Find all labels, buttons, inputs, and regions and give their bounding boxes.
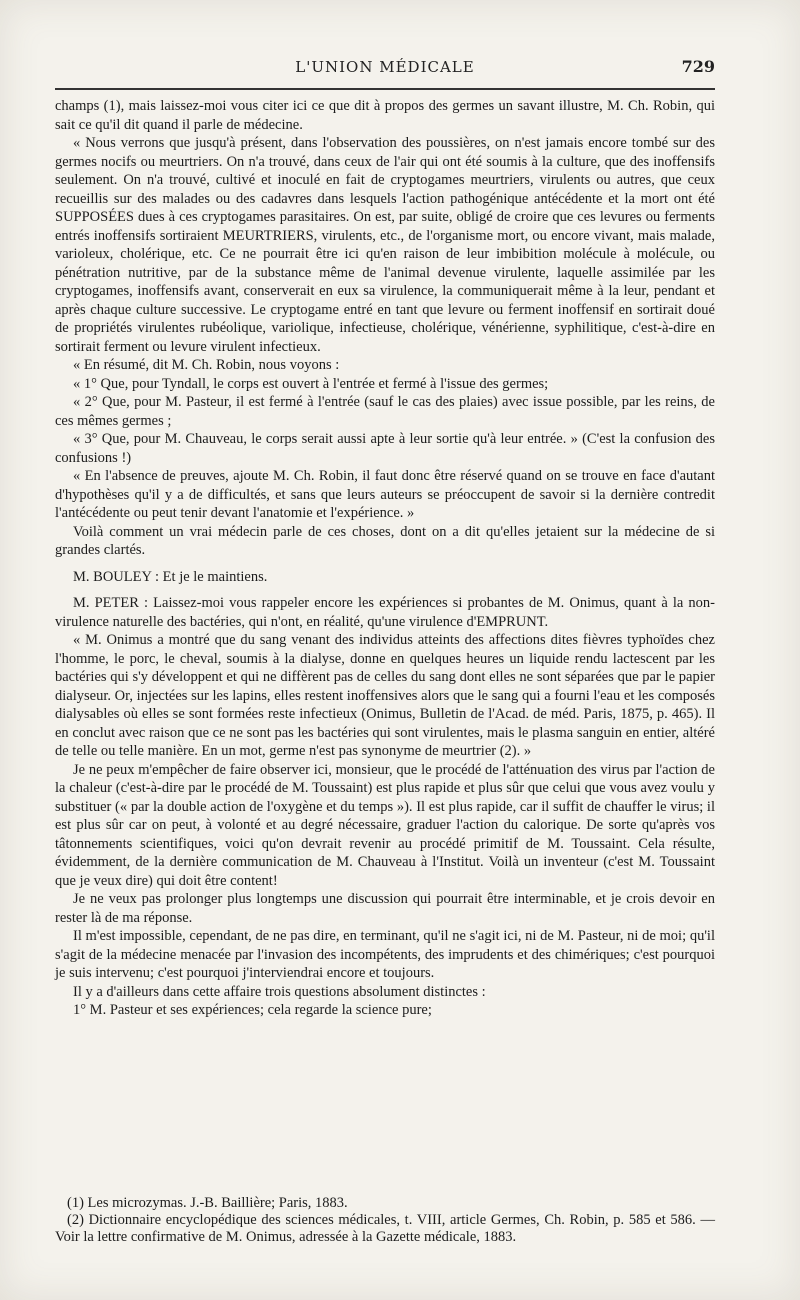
paragraph: Il m'est impossible, cependant, de ne pas dire, en terminant, qu'il ne s'agit ici, ni de M. Pasteur, ni de moi; qu'il s'agit de la médecine menacée par l'invasion des incompétents, des imprudents et des chimériques; c'est pourquoi je suis intervenu; c'est pourquoi j'interviendrai encore et toujours. [55,928,715,981]
page-number: 729 [681,57,715,76]
paragraph: Voilà comment un vrai médecin parle de ces choses, dont on a dit qu'elles jetaient sur la médecine de si grandes clartés. [55,523,715,558]
paragraph: « 1° Que, pour Tyndall, le corps est ouvert à l'entrée et fermé à l'issue des germes; [73,375,549,392]
page-header [55,58,715,84]
running-title: L'UNION MÉDICALE [295,58,475,76]
paragraph: 1° M. Pasteur et ses expériences; cela regarde la science pure; [73,1002,432,1018]
paragraph: « 3° Que, pour M. Chauveau, le corps serait aussi apte à leur sortie qu'à leur entrée. » (C'est la confusion des confusions !) [55,431,715,466]
body-text [55,97,715,1020]
paragraph: « En résumé, dit M. Ch. Robin, nous voyons : [73,357,340,373]
paragraph: Je ne peux m'empêcher de faire observer ici, monsieur, que le procédé de l'atténuation des virus par l'action de la chaleur (c'est-à-dire par le procédé de M. Toussaint) est plus rapide et plus sûr que celui que vous avez voulu y substituer (« par la double action de l'oxygène et du temps »). Il est plus rapide, car il suffit de chauffer le virus; il est plus sûr car on peut, à volonté et au degré nécessaire, graduer l'action du calorique. De sorte qu'après vos tâtonnements scientifiques, voici qu'on devrait revenir au procédé primitif de M. Toussaint. Cela résulte, évidemment, de la dernière communication de M. Chauveau à l'Institut. Voilà un inventeur (c'est M. Toussaint que je veux dire) qui doit être content! [55,761,715,889]
paragraph: « 2° Que, pour M. Pasteur, il est fermé à l'entrée (sauf le cas des plaies) avec issue possible, par les reins, de ces mêmes germes ; [55,394,715,429]
footnotes [55,1195,715,1246]
paragraph: Il y a d'ailleurs dans cette affaire trois questions absolument distinctes : [73,983,486,1000]
paragraph: Je ne veux pas prolonger plus longtemps une discussion qui pourrait être interminable, et je crois devoir en rester là de ma réponse. [55,891,715,926]
paragraph: « M. Onimus a montré que du sang venant des individus atteints des affections dites fièvres typhoïdes chez l'homme, le porc, le cheval, soumis à la dialyse, donne en quelques heures un liquide rendu lactescent par les bactéries qui s'y développent et qui ne diffèrent pas de celles du sang dont elles ne sont séparées que par le papier dialyseur. Or, injectées sur les lapins, elles restent inoffensives alors que le sang qui a fourni l'eau et les composés dialysables où elles se sont formées reste infectieux (Onimus, Bulletin de l'Acad. de méd. Paris, 1875, p. 465). Il en conclut avec raison que ce ne sont pas les bactéries qui sont virulentes, mais le plasma sanguin en entier, altéré de telle ou telle manière. En un mot, germe n'est pas synonyme de meurtrier (2). » [55,632,715,759]
paragraph: « En l'absence de preuves, ajoute M. Ch. Robin, il faut donc être réservé quand on se trouve en face d'autant d'hypothèses qu'il y a de difficultés, et sans que leurs auteurs se préoccupent de savoir si la dernière contredit l'antécédente ou peut tenir devant l'anatomie et l'expérience. » [55,468,715,521]
paragraph: « Nous verrons que jusqu'à présent, dans l'observation des poussières, on n'est jamais encore tombé sur des germes nocifs ou meurtriers. On n'a trouvé, dans ceux de l'air qui ont été soumis à la culture, que des inoffensifs seulement. On n'a trouvé, cultivé et inoculé en fait de cryptogames meurtriers, virulents ou autres, que ceux recueillis sur des malades ou des cadavres dans lesquels l'action pathogénique antécédente et la mort ont été SUPPOSÉES dues à ces cryptogames parasitaires. On est, par suite, obligé de croire que ces levures ou ferments entrés inoffensifs sortiraient MEURTRIERS, virulents, etc., de l'organisme mort, ou encore vivant, mais malade, varioleux, cholérique, etc. Ce ne pourrait être ici qu'en raison de leur imbibition molécule à molécule, ou pénétration nutritive, par de la substance même de l'animal devenue virulente, laquelle assimilée par les cryptogames, inoffensifs avant, conserverait en eux sa virulence, la communiquerait même à la leur, pendant et après chaque culture successive. Le cryptogame entré en tant que levure ou ferment inoffensif en sortirait doué de propriétés virulentes rubéolique, variolique, infectieuse, cholérique, vénérienne, syphilitique, c'est-à-dire en sortirait ferment ou levure virulent infectieux. [55,135,715,355]
speaker-line: M. BOULEY : Et je le maintiens. [73,568,268,585]
paragraph: champs (1), mais laissez-moi vous citer ici ce que dit à propos des germes un savant illustre, M. Ch. Robin, qui sait ce qu'il dit quand il parle de médecine. [55,98,715,133]
header-rule [55,88,715,90]
speaker-line: M. PETER : Laissez-moi vous rappeler encore les expériences si probantes de M. Onimus, quant à la non-virulence naturelle des bactéries, qui n'ont, en réalité, qu'une virulence d'EMPRUNT. [55,595,715,630]
footnote: (2) Dictionnaire encyclopédique des sciences médicales, t. VIII, article Germes, Ch. Robin, p. 585 et 586. — Voir la lettre confirmative de M. Onimus, adressée à la Gazette médicale, 1883. [55,1212,715,1245]
footnote: (1) Les microzymas. J.-B. Baillière; Paris, 1883. [67,1195,348,1211]
